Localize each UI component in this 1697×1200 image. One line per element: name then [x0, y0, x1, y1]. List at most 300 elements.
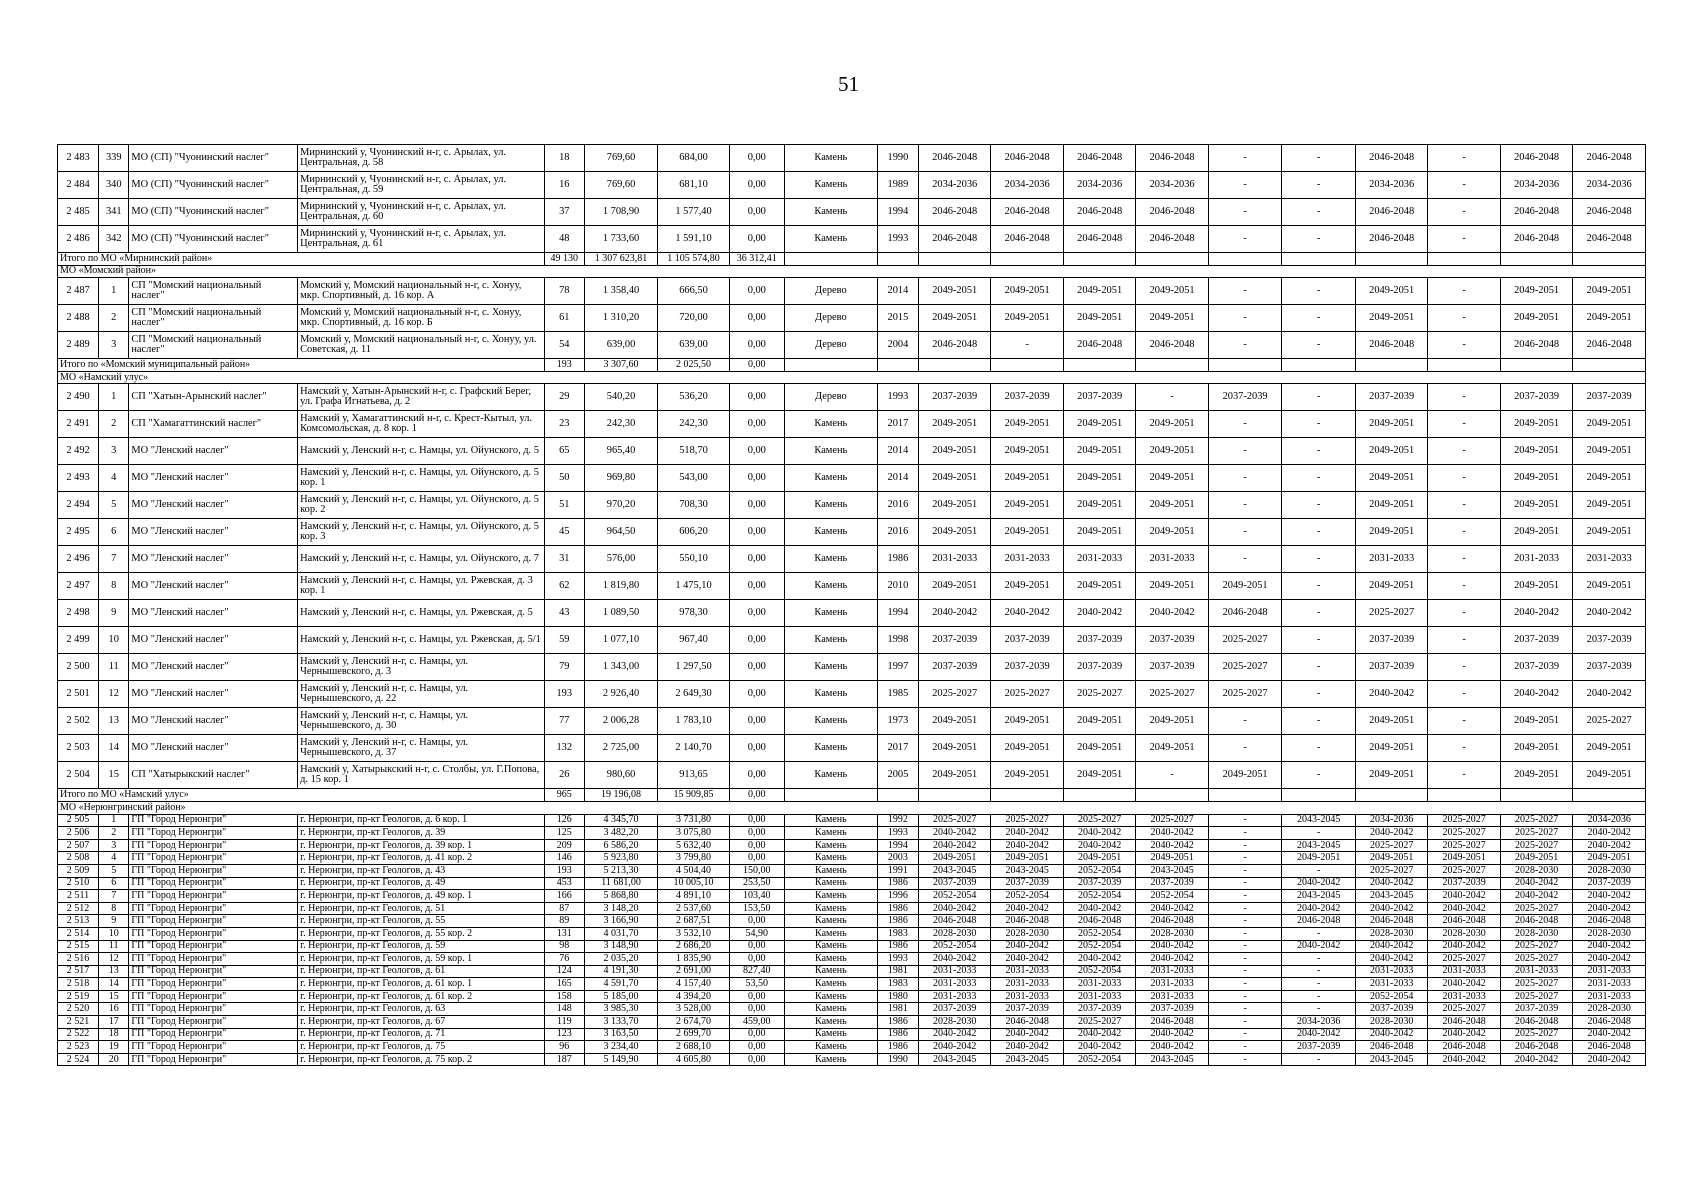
work-period-2: 2037-2039 [991, 1003, 1063, 1016]
work-period-4: 2049-2051 [1136, 411, 1208, 438]
address-cell: г. Нерюнгри, пр-кт Геологов, д. 63 [298, 1003, 545, 1016]
work-period-1: 2043-2045 [918, 1053, 990, 1066]
work-period-6: - [1282, 384, 1356, 411]
wall-material-cell: Камень [784, 953, 877, 966]
work-period-8: - [1428, 627, 1500, 654]
work-period-2: 2049-2051 [991, 278, 1063, 305]
work-period-4: 2046-2048 [1136, 1016, 1208, 1029]
work-period-6: - [1282, 627, 1356, 654]
work-period-1: 2028-2030 [918, 927, 990, 940]
address-cell: Намский у, Ленский н-г, с. Намцы, ул. Ржевская, д. 5 [298, 600, 545, 627]
nonliving-area-cell: 0,00 [729, 1003, 784, 1016]
living-area-cell: 2 140,70 [658, 735, 729, 762]
wall-material-cell: Камень [784, 1016, 877, 1029]
living-area-cell: 2 699,70 [658, 1028, 729, 1041]
total-area-cell: 1 343,00 [584, 654, 658, 681]
address-cell: Намский у, Ленский н-г, с. Намцы, ул. Чернышевского, д. 3 [298, 654, 545, 681]
residents-cell: 54 [544, 332, 584, 359]
work-period-4: 2046-2048 [1136, 332, 1208, 359]
work-period-3: 2052-2054 [1063, 1053, 1135, 1066]
address-cell: г. Нерюнгри, пр-кт Геологов, д. 61 кор. 1 [298, 978, 545, 991]
work-period-10: 2049-2051 [1573, 492, 1646, 519]
empty-cell [1355, 253, 1427, 266]
work-period-9: 2040-2042 [1500, 681, 1572, 708]
living-area-cell: 1 783,10 [658, 708, 729, 735]
work-period-3: 2037-2039 [1063, 384, 1135, 411]
work-period-2: 2040-2042 [991, 1041, 1063, 1054]
residents-cell: 89 [544, 915, 584, 928]
year-cell: 1983 [877, 978, 918, 991]
table-row [58, 978, 1646, 991]
residents-cell: 193 [544, 864, 584, 877]
work-period-9: 2025-2027 [1500, 902, 1572, 915]
wall-material-cell: Камень [784, 839, 877, 852]
empty-cell [877, 789, 918, 802]
table-row [58, 1041, 1646, 1054]
total-area-cell: 969,80 [584, 465, 658, 492]
work-period-4: 2040-2042 [1136, 902, 1208, 915]
total-area-cell: 980,60 [584, 762, 658, 789]
work-period-8: - [1428, 546, 1500, 573]
work-period-3: 2046-2048 [1063, 226, 1135, 253]
empty-cell [784, 789, 877, 802]
owner-cell: СП "Момский национальный наслег" [129, 278, 298, 305]
nonliving-area-cell: 0,00 [729, 199, 784, 226]
work-period-10: 2037-2039 [1573, 877, 1646, 890]
work-period-7: 2046-2048 [1355, 332, 1427, 359]
table-row [58, 877, 1646, 890]
work-period-1: 2028-2030 [918, 1016, 990, 1029]
owner-cell: ГП "Город Нерюнгри" [129, 890, 298, 903]
work-period-6: - [1282, 546, 1356, 573]
work-period-7: 2025-2027 [1355, 600, 1427, 627]
work-period-2: 2052-2054 [991, 890, 1063, 903]
work-period-8: 2040-2042 [1428, 940, 1500, 953]
empty-cell [1063, 789, 1135, 802]
work-period-6: 2043-2045 [1282, 839, 1356, 852]
work-period-5: - [1208, 1041, 1282, 1054]
work-period-10: 2049-2051 [1573, 278, 1646, 305]
work-period-4: 2040-2042 [1136, 953, 1208, 966]
nonliving-area-cell: 827,40 [729, 965, 784, 978]
work-period-6: 2046-2048 [1282, 915, 1356, 928]
residents-cell: 16 [544, 172, 584, 199]
work-period-1: 2049-2051 [918, 278, 990, 305]
work-period-6: - [1282, 172, 1356, 199]
table-row [58, 654, 1646, 681]
table-row [58, 519, 1646, 546]
empty-cell [877, 359, 918, 372]
row-number: 2 524 [58, 1053, 99, 1066]
work-period-4: 2037-2039 [1136, 1003, 1208, 1016]
empty-cell [1500, 359, 1572, 372]
work-period-9: 2025-2027 [1500, 827, 1572, 840]
living-area-cell: 10 005,10 [658, 877, 729, 890]
work-period-6: 2040-2042 [1282, 877, 1356, 890]
row-number: 2 491 [58, 411, 99, 438]
address-cell: г. Нерюнгри, пр-кт Геологов, д. 59 [298, 940, 545, 953]
work-period-3: 2049-2051 [1063, 278, 1135, 305]
owner-cell: ГП "Город Нерюнгри" [129, 827, 298, 840]
work-period-5: - [1208, 877, 1282, 890]
living-area-cell: 2 686,20 [658, 940, 729, 953]
total-area-cell: 4 345,70 [584, 814, 658, 827]
residents-cell: 96 [544, 1041, 584, 1054]
nonliving-area-cell: 0,00 [729, 915, 784, 928]
work-period-3: 2049-2051 [1063, 411, 1135, 438]
work-period-3: 2037-2039 [1063, 1003, 1135, 1016]
work-period-4: 2025-2027 [1136, 681, 1208, 708]
work-period-8: - [1428, 199, 1500, 226]
total-area-cell: 3 163,50 [584, 1028, 658, 1041]
address-cell: Намский у, Хамагаттинский н-г, с. Крест-Кытыл, ул. Комсомольская, д. 8 кор. 1 [298, 411, 545, 438]
work-period-5: - [1208, 890, 1282, 903]
work-period-5: - [1208, 465, 1282, 492]
local-number: 8 [99, 902, 129, 915]
work-period-7: 2049-2051 [1355, 278, 1427, 305]
local-number: 4 [99, 465, 129, 492]
work-period-8: - [1428, 600, 1500, 627]
work-period-10: 2040-2042 [1573, 890, 1646, 903]
work-period-8: 2040-2042 [1428, 1028, 1500, 1041]
work-period-3: 2025-2027 [1063, 1016, 1135, 1029]
work-period-2: 2049-2051 [991, 411, 1063, 438]
local-number: 339 [99, 145, 129, 172]
row-number: 2 489 [58, 332, 99, 359]
living-area-cell: 666,50 [658, 278, 729, 305]
nonliving-area-cell: 0,00 [729, 411, 784, 438]
nonliving-area-cell: 0,00 [729, 546, 784, 573]
work-period-1: 2031-2033 [918, 965, 990, 978]
work-period-5: 2037-2039 [1208, 384, 1282, 411]
wall-material-cell: Камень [784, 438, 877, 465]
empty-cell [991, 359, 1063, 372]
work-period-6: - [1282, 681, 1356, 708]
work-period-6: - [1282, 600, 1356, 627]
work-period-5: 2049-2051 [1208, 573, 1282, 600]
year-cell: 1997 [877, 654, 918, 681]
owner-cell: МО "Ленский наслег" [129, 465, 298, 492]
total-area-cell: 769,60 [584, 172, 658, 199]
work-period-3: 2037-2039 [1063, 877, 1135, 890]
work-period-5: 2025-2027 [1208, 681, 1282, 708]
work-period-10: 2028-2030 [1573, 927, 1646, 940]
total-area-cell: 639,00 [584, 332, 658, 359]
work-period-6: 2037-2039 [1282, 1041, 1356, 1054]
nonliving-area-cell: 0,00 [729, 172, 784, 199]
work-period-6: - [1282, 305, 1356, 332]
row-number: 2 492 [58, 438, 99, 465]
work-period-4: - [1136, 762, 1208, 789]
year-cell: 1993 [877, 384, 918, 411]
work-period-1: 2049-2051 [918, 708, 990, 735]
table-row [58, 172, 1646, 199]
table-row [58, 990, 1646, 1003]
work-period-4: 2025-2027 [1136, 814, 1208, 827]
row-number: 2 504 [58, 762, 99, 789]
work-period-4: 2049-2051 [1136, 519, 1208, 546]
work-period-3: 2049-2051 [1063, 573, 1135, 600]
work-period-4: 2049-2051 [1136, 852, 1208, 865]
address-cell: Намский у, Ленский н-г, с. Намцы, ул. Ойунского, д. 5 кор. 2 [298, 492, 545, 519]
owner-cell: МО "Ленский наслег" [129, 546, 298, 573]
work-period-4: 2031-2033 [1136, 546, 1208, 573]
work-period-3: 2046-2048 [1063, 332, 1135, 359]
owner-cell: ГП "Город Нерюнгри" [129, 940, 298, 953]
row-number: 2 502 [58, 708, 99, 735]
work-period-8: 2046-2048 [1428, 915, 1500, 928]
address-cell: Намский у, Ленский н-г, с. Намцы, ул. Чернышевского, д. 22 [298, 681, 545, 708]
local-number: 13 [99, 965, 129, 978]
work-period-3: 2049-2051 [1063, 465, 1135, 492]
row-number: 2 516 [58, 953, 99, 966]
year-cell: 2010 [877, 573, 918, 600]
wall-material-cell: Камень [784, 735, 877, 762]
work-period-4: 2037-2039 [1136, 627, 1208, 654]
local-number: 13 [99, 708, 129, 735]
work-period-7: 2046-2048 [1355, 145, 1427, 172]
work-period-6: - [1282, 465, 1356, 492]
work-period-10: 2049-2051 [1573, 305, 1646, 332]
work-period-10: 2037-2039 [1573, 654, 1646, 681]
owner-cell: ГП "Город Нерюнгри" [129, 978, 298, 991]
work-period-5: - [1208, 814, 1282, 827]
total-living-area: 15 909,85 [658, 789, 729, 802]
work-period-6: - [1282, 965, 1356, 978]
residents-cell: 50 [544, 465, 584, 492]
year-cell: 2015 [877, 305, 918, 332]
work-period-10: 2046-2048 [1573, 915, 1646, 928]
total-residents: 49 130 [544, 253, 584, 266]
total-area-cell: 576,00 [584, 546, 658, 573]
work-period-4: 2046-2048 [1136, 915, 1208, 928]
nonliving-area-cell: 54,90 [729, 927, 784, 940]
work-period-2: 2046-2048 [991, 915, 1063, 928]
work-period-6: 2040-2042 [1282, 1028, 1356, 1041]
address-cell: Намский у, Ленский н-г, с. Намцы, ул. Ойунского, д. 5 кор. 1 [298, 465, 545, 492]
work-period-4: 2037-2039 [1136, 877, 1208, 890]
work-period-1: 2031-2033 [918, 990, 990, 1003]
owner-cell: МО "Ленский наслег" [129, 600, 298, 627]
work-period-4: 2040-2042 [1136, 1041, 1208, 1054]
empty-cell [784, 359, 877, 372]
address-cell: г. Нерюнгри, пр-кт Геологов, д. 39 кор. 1 [298, 839, 545, 852]
living-area-cell: 606,20 [658, 519, 729, 546]
year-cell: 1996 [877, 890, 918, 903]
owner-cell: СП "Хамагаттинский наслег" [129, 411, 298, 438]
work-period-5: - [1208, 1053, 1282, 1066]
living-area-cell: 3 075,80 [658, 827, 729, 840]
empty-cell [1428, 359, 1500, 372]
year-cell: 1994 [877, 839, 918, 852]
work-period-2: 2049-2051 [991, 762, 1063, 789]
work-period-7: 2034-2036 [1355, 172, 1427, 199]
work-period-5: - [1208, 411, 1282, 438]
work-period-3: 2049-2051 [1063, 852, 1135, 865]
work-period-2: 2040-2042 [991, 953, 1063, 966]
living-area-cell: 4 504,40 [658, 864, 729, 877]
work-period-10: 2049-2051 [1573, 762, 1646, 789]
owner-cell: ГП "Город Нерюнгри" [129, 864, 298, 877]
year-cell: 2005 [877, 762, 918, 789]
row-number: 2 511 [58, 890, 99, 903]
year-cell: 1985 [877, 681, 918, 708]
work-period-6: - [1282, 654, 1356, 681]
row-number: 2 499 [58, 627, 99, 654]
work-period-2: 2037-2039 [991, 654, 1063, 681]
total-area-cell: 242,30 [584, 411, 658, 438]
residents-cell: 166 [544, 890, 584, 903]
living-area-cell: 967,40 [658, 627, 729, 654]
address-cell: Намский у, Ленский н-г, с. Намцы, ул. Ржевская, д. 5/1 [298, 627, 545, 654]
residents-cell: 78 [544, 278, 584, 305]
owner-cell: МО (СП) "Чуонинский наслег" [129, 145, 298, 172]
work-period-6: - [1282, 226, 1356, 253]
owner-cell: МО "Ленский наслег" [129, 708, 298, 735]
work-period-8: - [1428, 492, 1500, 519]
work-period-10: 2040-2042 [1573, 600, 1646, 627]
local-number: 7 [99, 546, 129, 573]
wall-material-cell: Камень [784, 1028, 877, 1041]
residents-cell: 132 [544, 735, 584, 762]
table-row [58, 1003, 1646, 1016]
work-period-2: 2031-2033 [991, 546, 1063, 573]
work-period-2: 2028-2030 [991, 927, 1063, 940]
year-cell: 1993 [877, 953, 918, 966]
local-number: 14 [99, 978, 129, 991]
living-area-cell: 1 591,10 [658, 226, 729, 253]
work-period-7: 2037-2039 [1355, 1003, 1427, 1016]
work-period-4: 2049-2051 [1136, 735, 1208, 762]
work-period-8: 2040-2042 [1428, 902, 1500, 915]
nonliving-area-cell: 0,00 [729, 465, 784, 492]
total-area: 19 196,08 [584, 789, 658, 802]
row-number: 2 488 [58, 305, 99, 332]
table-row [58, 762, 1646, 789]
address-cell: Момский у, Момский национальный н-г, с. Хонуу, мкр. Спортивный, д. 16 кор. А [298, 278, 545, 305]
work-period-8: - [1428, 226, 1500, 253]
residents-cell: 187 [544, 1053, 584, 1066]
empty-cell [1282, 789, 1356, 802]
work-period-3: 2040-2042 [1063, 600, 1135, 627]
year-cell: 1990 [877, 1053, 918, 1066]
work-period-10: 2028-2030 [1573, 1003, 1646, 1016]
local-number: 15 [99, 990, 129, 1003]
address-cell: г. Нерюнгри, пр-кт Геологов, д. 59 кор. 1 [298, 953, 545, 966]
address-cell: Намский у, Ленский н-г, с. Намцы, ул. Чернышевского, д. 30 [298, 708, 545, 735]
address-cell: Момский у, Момский национальный н-г, с. Хонуу, мкр. Спортивный, д. 16 кор. Б [298, 305, 545, 332]
row-number: 2 521 [58, 1016, 99, 1029]
work-period-1: 2040-2042 [918, 827, 990, 840]
work-period-2: 2049-2051 [991, 852, 1063, 865]
owner-cell: ГП "Город Нерюнгри" [129, 1041, 298, 1054]
wall-material-cell: Камень [784, 411, 877, 438]
work-period-7: 2040-2042 [1355, 940, 1427, 953]
total-area-cell: 3 148,20 [584, 902, 658, 915]
work-period-4: 2028-2030 [1136, 927, 1208, 940]
owner-cell: МО "Ленский наслег" [129, 519, 298, 546]
work-period-10: 2046-2048 [1573, 145, 1646, 172]
nonliving-area-cell: 0,00 [729, 1041, 784, 1054]
work-period-10: 2040-2042 [1573, 1053, 1646, 1066]
work-period-5: - [1208, 332, 1282, 359]
nonliving-area-cell: 0,00 [729, 762, 784, 789]
year-cell: 1986 [877, 940, 918, 953]
work-period-7: 2031-2033 [1355, 965, 1427, 978]
empty-cell [784, 253, 877, 266]
total-area-cell: 6 586,20 [584, 839, 658, 852]
work-period-8: 2028-2030 [1428, 927, 1500, 940]
work-period-5: - [1208, 1003, 1282, 1016]
nonliving-area-cell: 0,00 [729, 384, 784, 411]
work-period-5: - [1208, 915, 1282, 928]
total-area-cell: 2 725,00 [584, 735, 658, 762]
local-number: 9 [99, 600, 129, 627]
address-cell: Намский у, Ленский н-г, с. Намцы, ул. Ойунского, д. 5 кор. 3 [298, 519, 545, 546]
address-cell: г. Нерюнгри, пр-кт Геологов, д. 71 [298, 1028, 545, 1041]
living-area-cell: 978,30 [658, 600, 729, 627]
total-residents: 193 [544, 359, 584, 372]
work-period-7: 2049-2051 [1355, 305, 1427, 332]
work-period-10: 2040-2042 [1573, 839, 1646, 852]
total-nonliving-area: 0,00 [729, 359, 784, 372]
work-period-10: 2040-2042 [1573, 681, 1646, 708]
work-period-6: - [1282, 827, 1356, 840]
nonliving-area-cell: 459,00 [729, 1016, 784, 1029]
work-period-8: 2046-2048 [1428, 1041, 1500, 1054]
total-row [58, 359, 1646, 372]
table-row [58, 839, 1646, 852]
residents-cell: 76 [544, 953, 584, 966]
living-area-cell: 681,10 [658, 172, 729, 199]
nonliving-area-cell: 150,00 [729, 864, 784, 877]
total-area: 1 307 623,81 [584, 253, 658, 266]
work-period-1: 2049-2051 [918, 519, 990, 546]
row-number: 2 483 [58, 145, 99, 172]
wall-material-cell: Камень [784, 877, 877, 890]
nonliving-area-cell: 0,00 [729, 839, 784, 852]
work-period-7: 2040-2042 [1355, 1028, 1427, 1041]
work-period-10: 2031-2033 [1573, 978, 1646, 991]
total-area-cell: 970,20 [584, 492, 658, 519]
work-period-3: 2052-2054 [1063, 965, 1135, 978]
work-period-5: - [1208, 278, 1282, 305]
living-area-cell: 550,10 [658, 546, 729, 573]
work-period-6: 2040-2042 [1282, 940, 1356, 953]
work-period-6: - [1282, 953, 1356, 966]
empty-cell [1136, 359, 1208, 372]
work-period-2: - [991, 332, 1063, 359]
nonliving-area-cell: 0,00 [729, 492, 784, 519]
living-area-cell: 4 891,10 [658, 890, 729, 903]
work-period-2: 2046-2048 [991, 145, 1063, 172]
work-period-5: - [1208, 199, 1282, 226]
work-period-3: 2046-2048 [1063, 915, 1135, 928]
living-area-cell: 1 577,40 [658, 199, 729, 226]
work-period-1: 2046-2048 [918, 915, 990, 928]
work-period-9: 2040-2042 [1500, 1053, 1572, 1066]
work-period-3: 2049-2051 [1063, 492, 1135, 519]
wall-material-cell: Камень [784, 762, 877, 789]
address-cell: Намский у, Хатын-Арынский н-г, с. Графский Берег, ул. Графа Игнатьева, д. 2 [298, 384, 545, 411]
work-period-2: 2046-2048 [991, 1016, 1063, 1029]
total-area-cell: 1 077,10 [584, 627, 658, 654]
work-period-9: 2046-2048 [1500, 1016, 1572, 1029]
wall-material-cell: Камень [784, 927, 877, 940]
section-header-row [58, 801, 1646, 814]
work-period-8: - [1428, 305, 1500, 332]
work-period-2: 2037-2039 [991, 877, 1063, 890]
